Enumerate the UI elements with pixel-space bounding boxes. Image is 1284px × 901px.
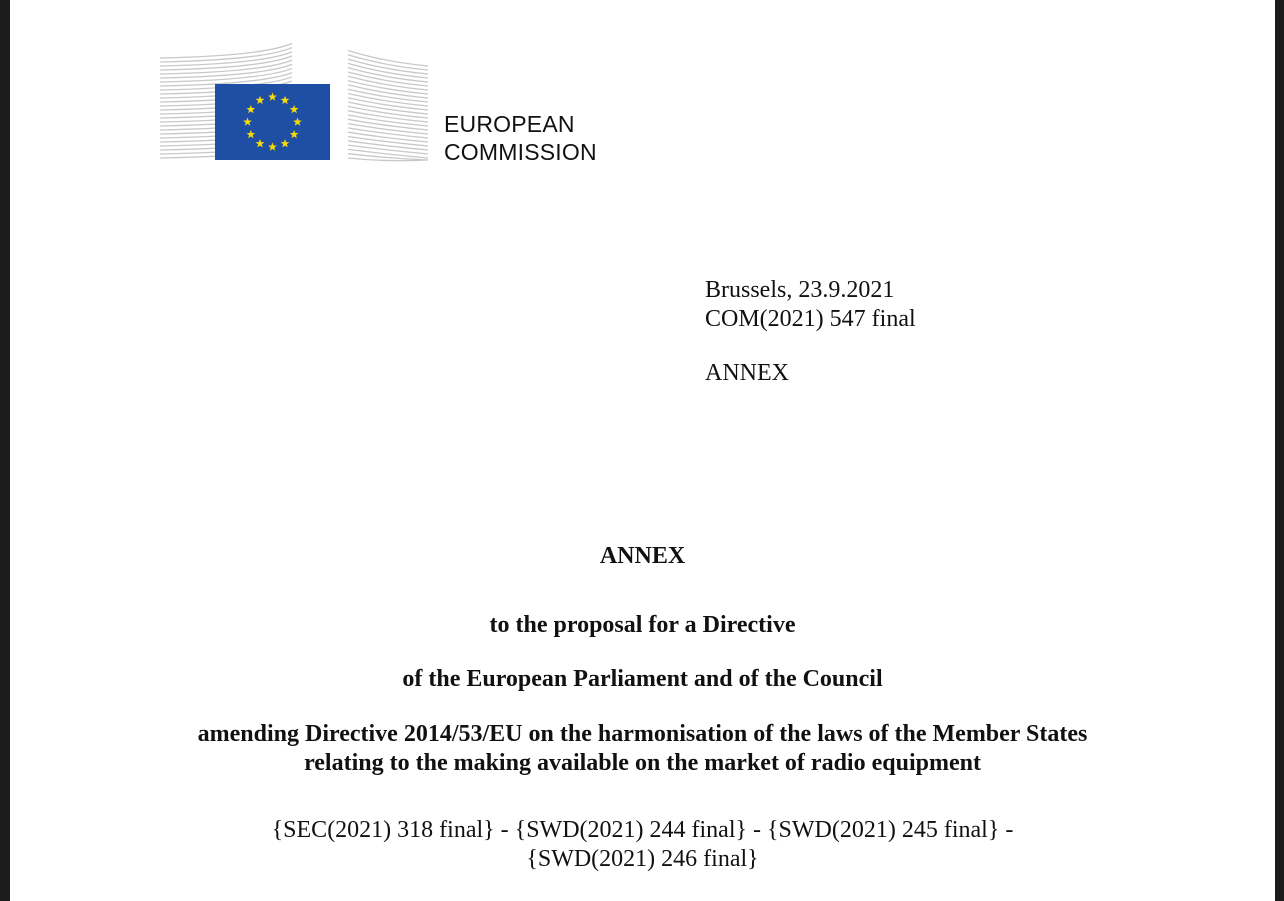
org-name-line2: COMMISSION [444,139,597,165]
document-reference: COM(2021) 547 final [705,306,916,332]
related-documents-line1: {SEC(2021) 318 final} - {SWD(2021) 244 final} - {SWD(2021) 245 final} - [271,817,1014,843]
title-heading: ANNEX [599,543,686,569]
document-meta [705,276,916,388]
annex-label: ANNEX [705,360,789,386]
title-line-proposal: to the proposal for a Directive [489,612,796,638]
title-amending-line1: amending Directive 2014/53/EU on the harmonisation of the laws of the Member States [197,721,1088,747]
place-date: Brussels, 23.9.2021 [705,277,895,303]
logo-building-line [160,44,292,59]
related-documents [10,816,1275,874]
org-name-line1: EUROPEAN [444,111,575,137]
logo-building-line [348,102,428,114]
logo-building-line [348,149,428,158]
european-commission-logo [160,28,450,168]
title-line-parliament: of the European Parliament and of the Council [402,666,883,692]
document-page [10,0,1275,901]
organization-name [444,110,597,166]
title-amending-line2: relating to the making available on the market of radio equipment [304,750,981,776]
title-amending [10,720,1275,778]
related-documents-line2: {SWD(2021) 246 final} [526,846,759,872]
